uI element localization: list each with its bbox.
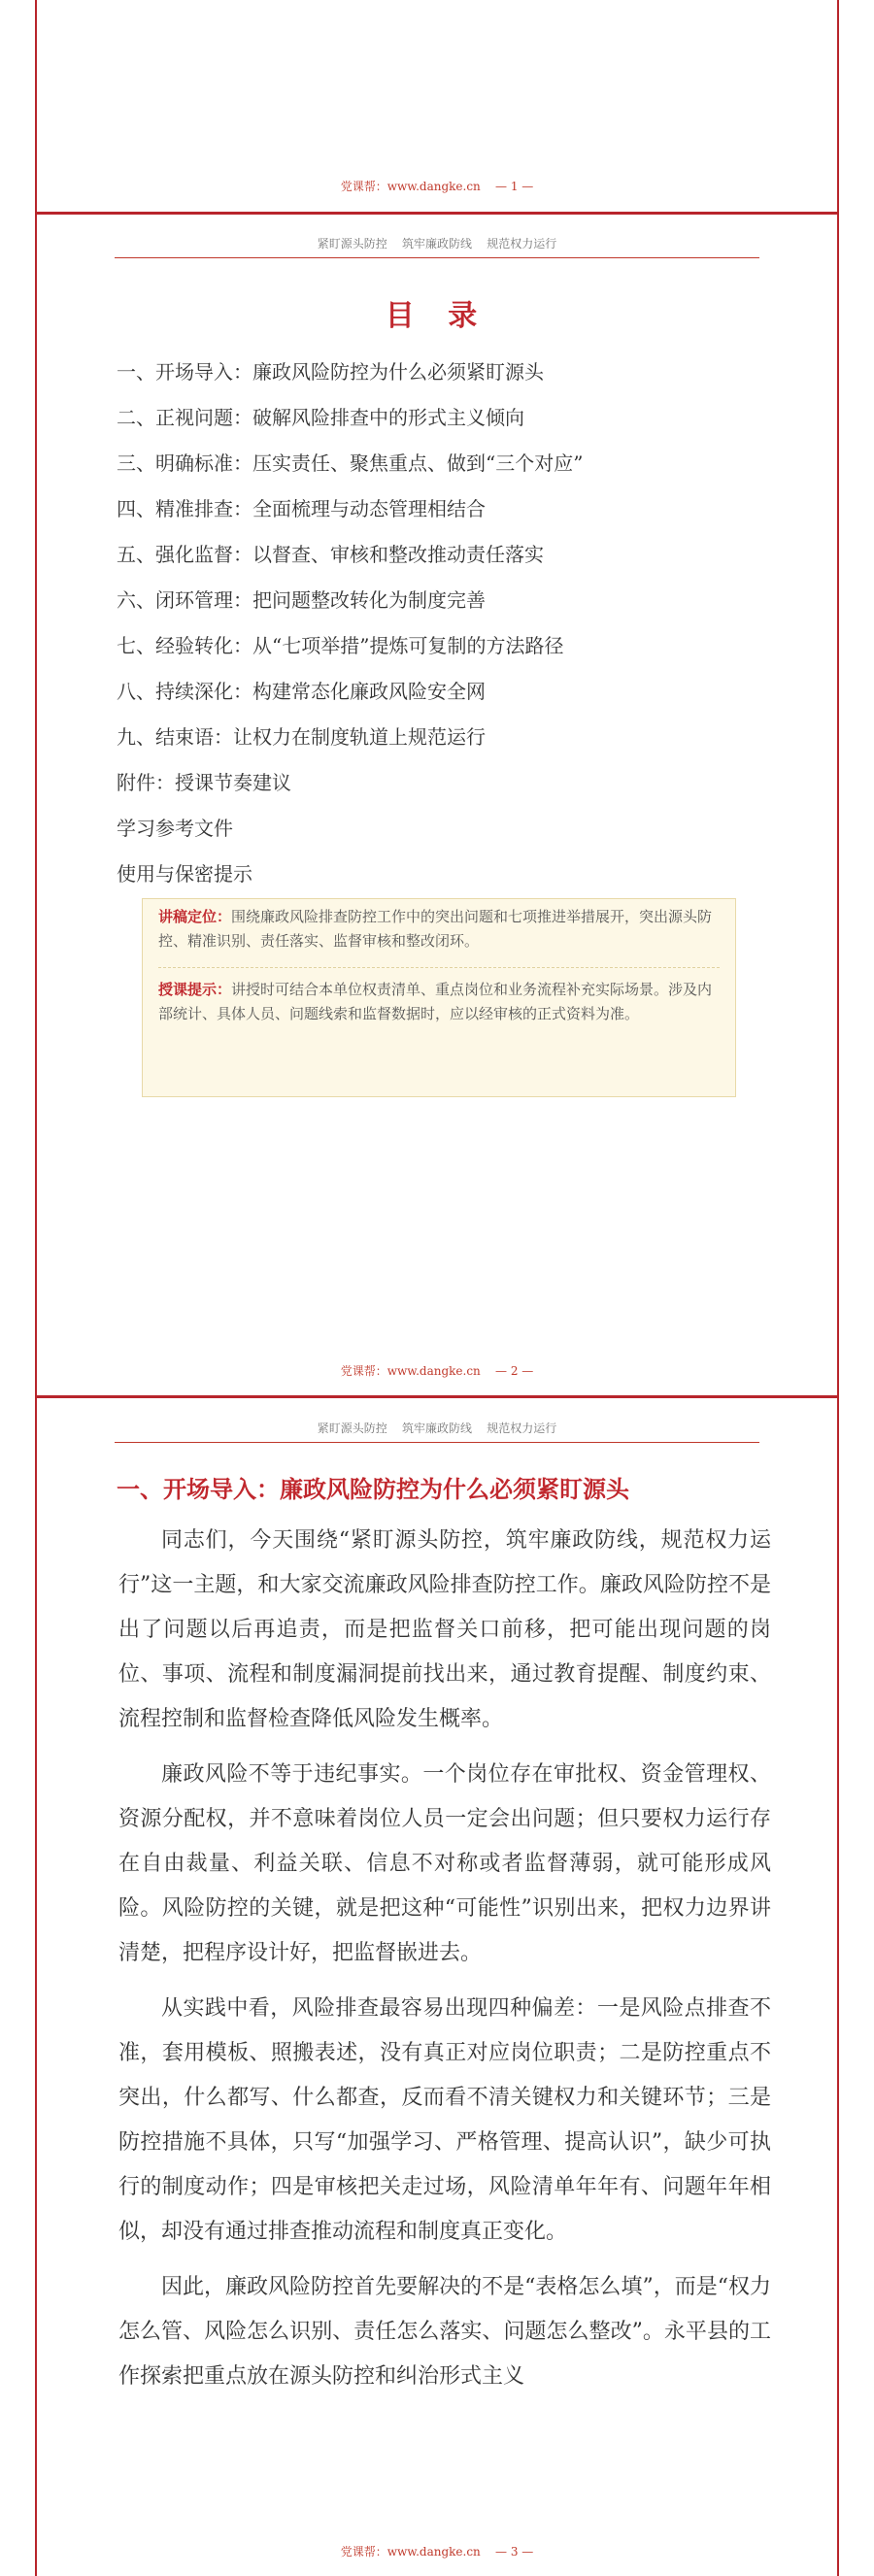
- toc-item[interactable]: 九、结束语：让权力在制度轨道上规范运行: [117, 725, 486, 749]
- tips-note: [158, 978, 720, 1026]
- page-footer-3: 党课帮：www.dangke.cn — 3 —: [340, 2545, 534, 2559]
- tips-text: 讲授时可结合本单位权责清单、重点岗位和业务流程补充实际场景。涉及内部统计、具体人员、问题线索和监督数据时，应以经审核的正式资料为准。: [158, 981, 713, 1022]
- positioning-text: 围绕廉政风险排查防控工作中的突出问题和七项推进举措展开，突出源头防控、精准识别、责任落实、监督审核和整改闭环。: [158, 908, 713, 950]
- body-paragraph: 从实践中看，风险排查最容易出现四种偏差：一是风险点排查不准，套用模板、照搬表述，没有真正对应岗位职责；二是防控重点不突出，什么都写、什么都查，反而看不清关键权力和关键环节；三是防控措施不具体，只写“加强学习、严格管理、提高认识”，缺少可执行的制度动作；四是审核把关走过场，风险清单年年有、问题年年相似，却没有通过排查推动流程和制度真正变化。: [118, 1996, 771, 2244]
- toc-item[interactable]: 五、强化监督：以督查、审核和整改推动责任落实: [117, 543, 544, 566]
- toc-list: [117, 357, 777, 905]
- header-rule: [115, 1442, 759, 1443]
- running-header: 紧盯源头防控 筑牢廉政防线 规范权力运行: [317, 237, 557, 251]
- body-paragraph: 廉政风险不等于违纪事实。一个岗位存在审批权、资金管理权、资源分配权，并不意味着岗位人员一定会出问题；但只要权力运行存在自由裁量、利益关联、信息不对称或者监督薄弱，就可能形成风险。风险防控的关键，就是把这种“可能性”识别出来，把权力边界讲清楚，把程序设计好，把监督嵌进去。: [118, 1762, 771, 1965]
- tips-label: 授课提示：: [158, 981, 232, 998]
- toc-item[interactable]: 一、开场导入：廉政风险防控为什么必须紧盯源头: [117, 360, 544, 384]
- lecture-note-box: [142, 898, 736, 1097]
- page-footer-1: 党课帮：www.dangke.cn — 1 —: [340, 180, 534, 193]
- header-rule: [115, 257, 759, 258]
- body-paragraph: 因此，廉政风险防控首先要解决的不是“表格怎么填”，而是“权力怎么管、风险怎么识别、责任怎么落实、问题怎么整改”。永平县的工作探索把重点放在源头防控和纠治形式主义: [118, 2275, 771, 2389]
- toc-item[interactable]: 七、经验转化：从“七项举措”提炼可复制的方法路径: [117, 634, 564, 657]
- toc-item[interactable]: 四、精准排查：全面梳理与动态管理相结合: [117, 497, 486, 520]
- positioning-label: 讲稿定位：: [158, 908, 232, 925]
- toc-item[interactable]: 学习参考文件: [117, 817, 233, 840]
- positioning-note: [158, 905, 720, 953]
- toc-item[interactable]: 二、正视问题：破解风险排查中的形式主义倾向: [117, 406, 524, 429]
- running-header: 紧盯源头防控 筑牢廉政防线 规范权力运行: [317, 1422, 557, 1435]
- section-body: [118, 1519, 771, 2410]
- toc-item[interactable]: 六、闭环管理：把问题整改转化为制度完善: [117, 588, 486, 612]
- body-paragraph: 同志们，今天围绕“紧盯源头防控，筑牢廉政防线，规范权力运行”这一主题，和大家交流廉政风险排查防控工作。廉政风险防控不是出了问题以后再追责，而是把监督关口前移，把可能出现问题的岗位、事项、流程和制度漏洞提前找出来，通过教育提醒、制度约束、流程控制和监督检查降低风险发生概率。: [118, 1528, 771, 1731]
- section-title: 一、开场导入：廉政风险防控为什么必须紧盯源头: [117, 1475, 629, 1503]
- toc-item[interactable]: 附件：授课节奏建议: [117, 771, 291, 794]
- toc-title: 目 录: [385, 299, 489, 333]
- note-divider: [158, 967, 720, 968]
- toc-item[interactable]: 使用与保密提示: [117, 862, 252, 886]
- toc-item[interactable]: 三、明确标准：压实责任、聚焦重点、做到“三个对应”: [117, 452, 584, 475]
- page-footer-2: 党课帮：www.dangke.cn — 2 —: [340, 1364, 534, 1378]
- toc-item[interactable]: 八、持续深化：构建常态化廉政风险安全网: [117, 680, 486, 703]
